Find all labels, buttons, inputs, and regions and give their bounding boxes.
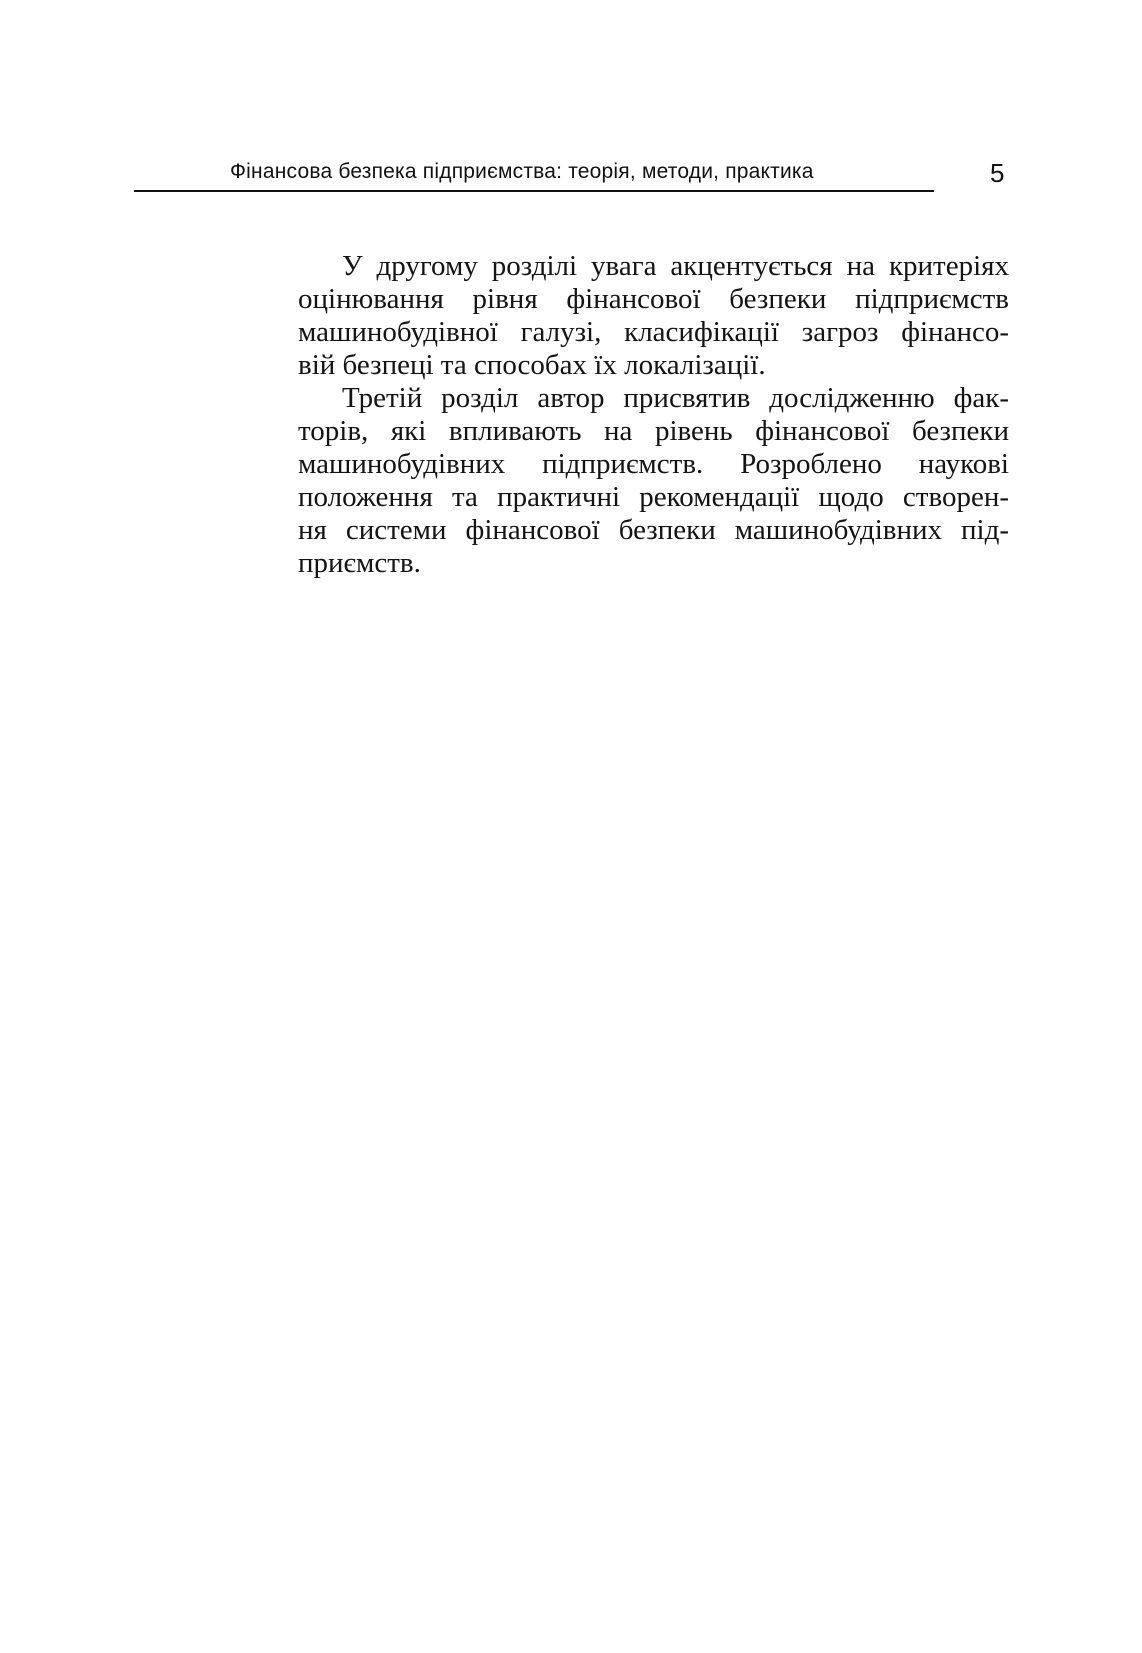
paragraph bbox=[298, 250, 1009, 382]
text-line: Третій розділ автор присвятив дослідженню фак- bbox=[342, 382, 1009, 414]
page-number: 5 bbox=[990, 158, 1005, 188]
running-title: Фінансова безпека підприємства: теорія, методи, практика bbox=[230, 160, 814, 183]
text-line: торів, які впливають на рівень фінансової безпеки bbox=[298, 415, 1009, 447]
running-header bbox=[134, 160, 934, 192]
text-line: машинобудівної галузі, класифікації загроз фінансо- bbox=[298, 316, 1009, 348]
text-line: ня системи фінансової безпеки машинобудівних під- bbox=[298, 514, 1009, 546]
text-line: оцінювання рівня фінансової безпеки підприємств bbox=[298, 283, 1009, 315]
text-line: У другому розділі увага акцентується на критеріях bbox=[342, 250, 1009, 282]
text-line: положення та практичні рекомендації щодо створен- bbox=[298, 481, 1009, 513]
paragraph bbox=[298, 382, 1009, 580]
body-text bbox=[298, 250, 1009, 580]
text-line: машинобудівних підприємств. Розроблено наукові bbox=[298, 448, 1009, 480]
text-line: вій безпеці та способах їх локалізації. bbox=[298, 349, 766, 381]
text-line: приємств. bbox=[298, 547, 421, 579]
